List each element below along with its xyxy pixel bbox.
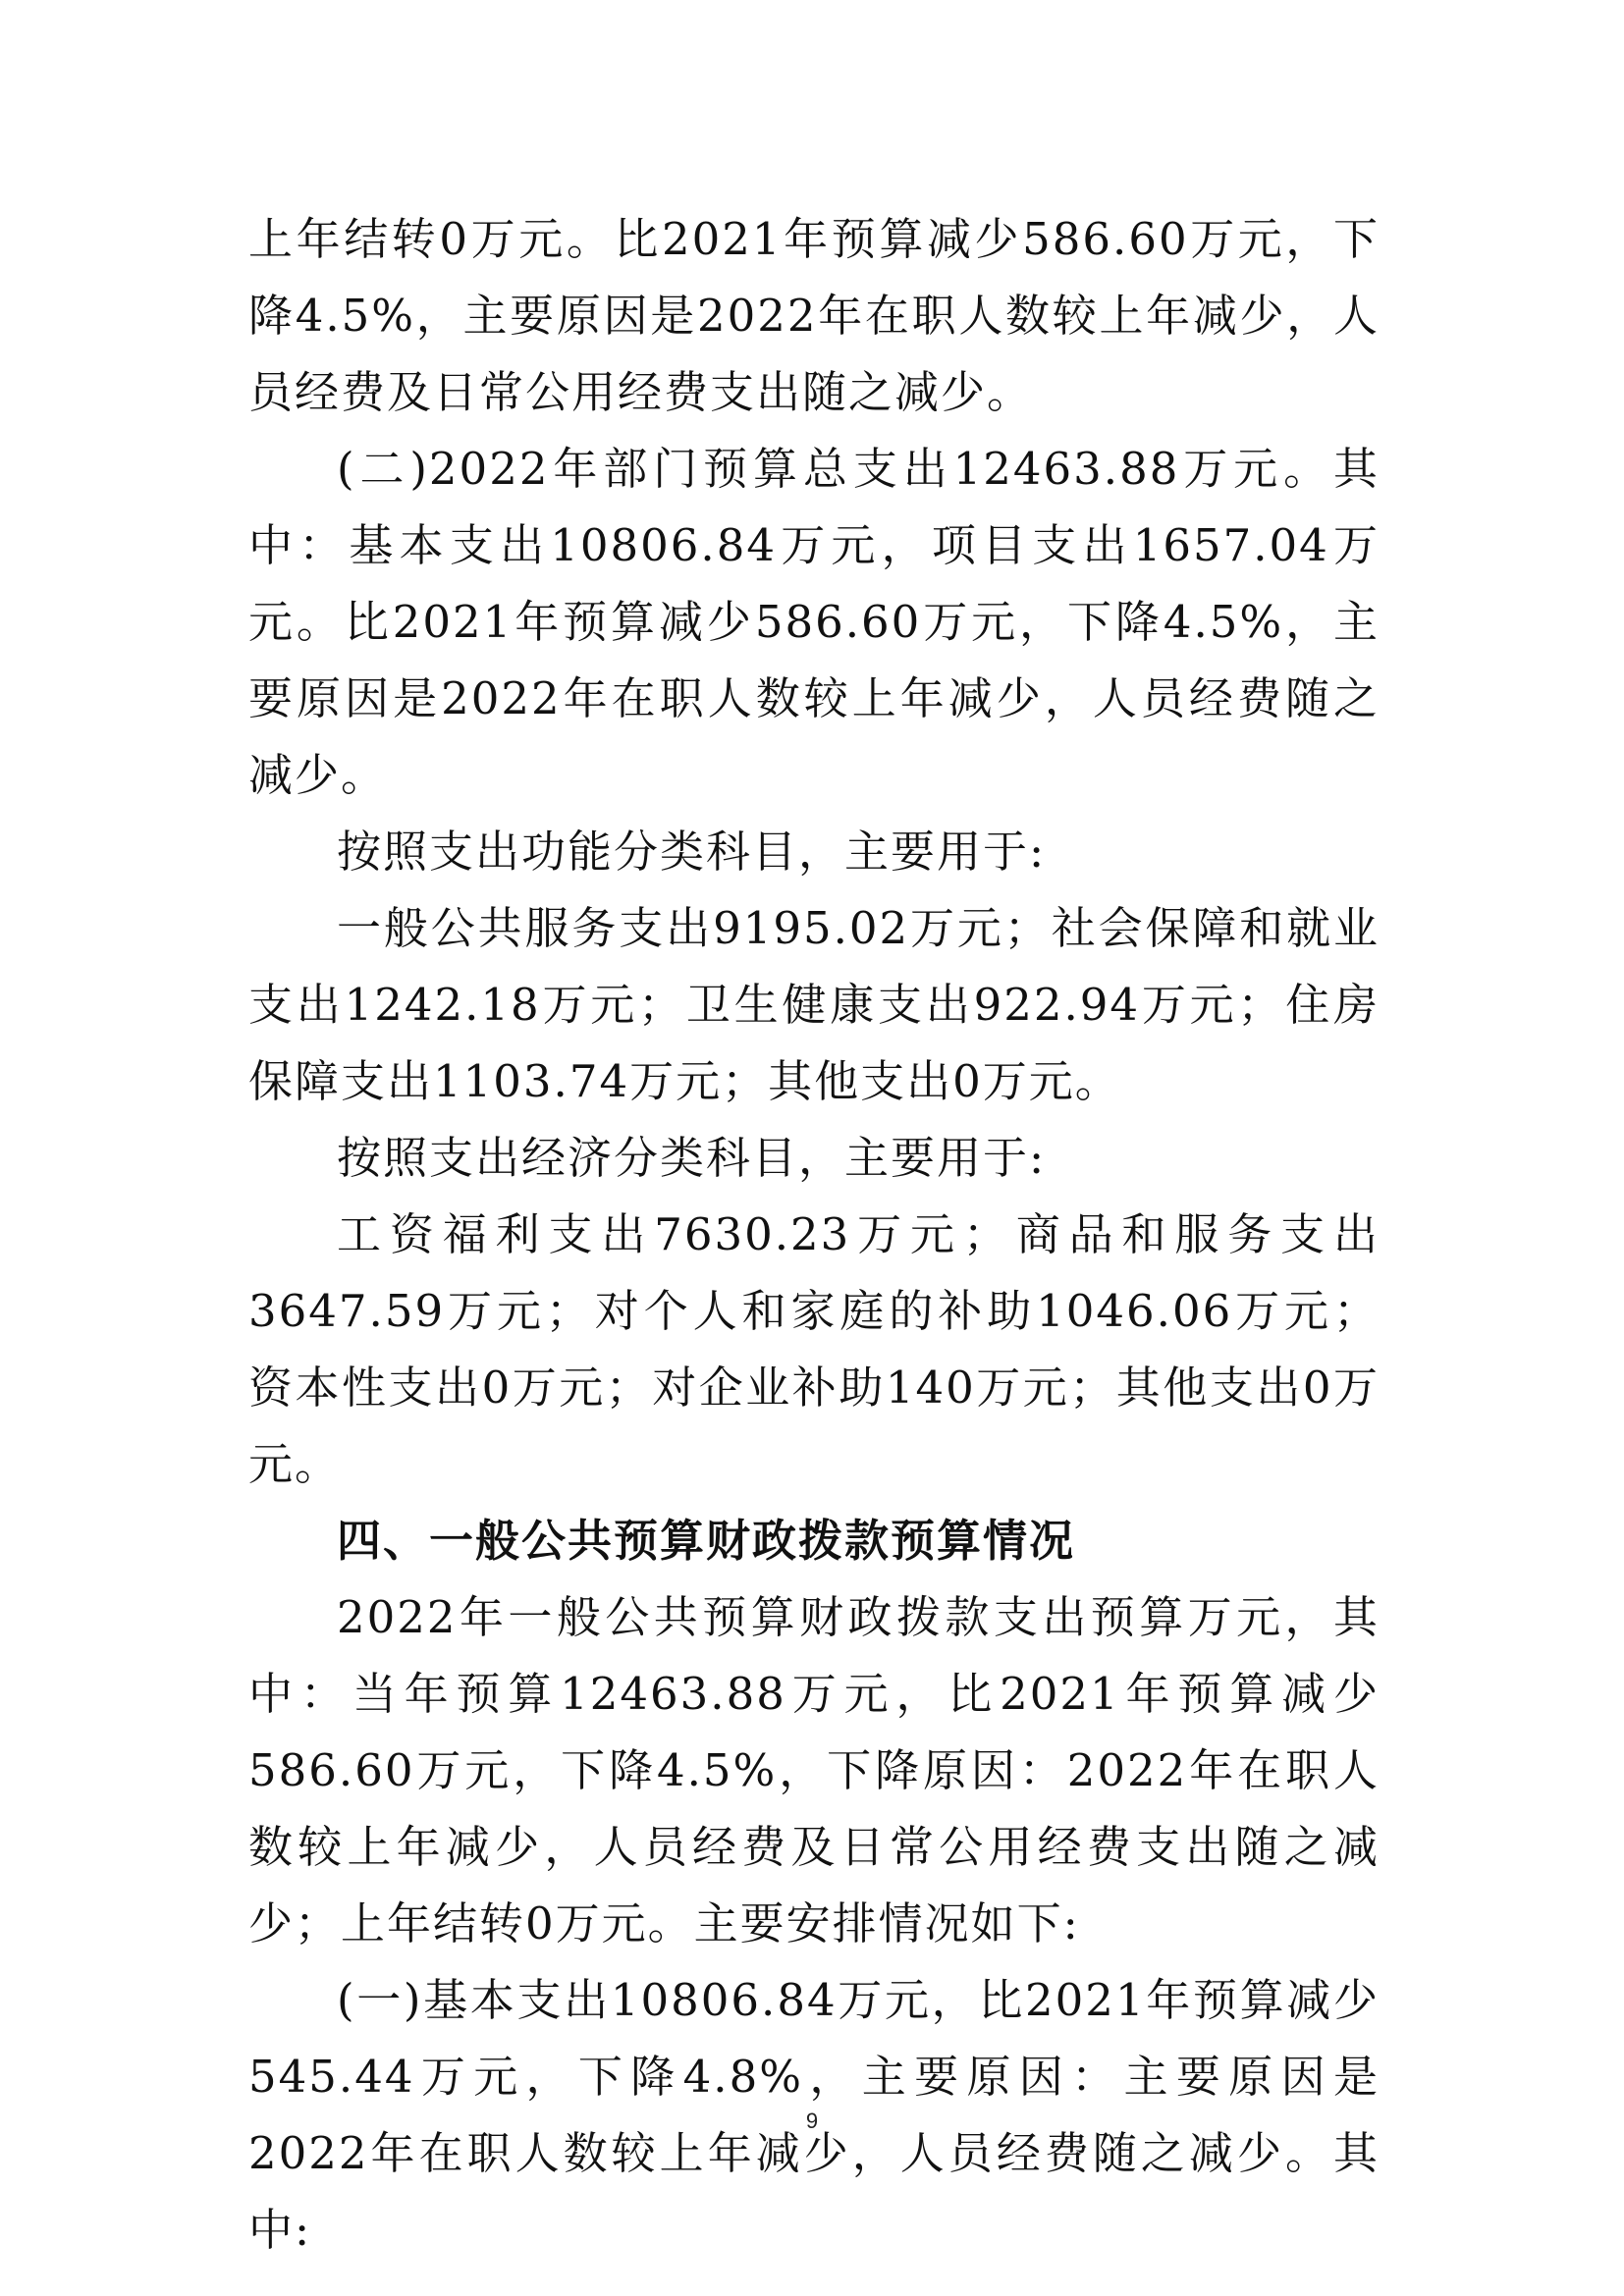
paragraph-carryover-summary: 上年结转0万元。比2021年预算减少586.60万元，下降4.5%，主要原因是2022年在职人数较上年减少，人员经费及日常公用经费支出随之减少。	[248, 213, 1380, 418]
paragraph-economic-classification-items: 工资福利支出7630.23万元；商品和服务支出3647.59万元；对个人和家庭的补助1046.06万元；资本性支出0万元；对企业补助140万元；其他支出0万元。	[248, 1208, 1380, 1490]
page-number: 9	[805, 2109, 819, 2133]
paragraph-basic-expenditure: (一)基本支出10806.84万元，比2021年预算减少545.44万元，下降4.8%，主要原因：主要原因是2022年在职人数较上年减少，人员经费随之减少。其中:	[248, 1974, 1380, 2256]
paragraph-functional-classification-intro: 按照支出功能分类科目，主要用于:	[337, 826, 1047, 878]
section-heading: 四、一般公共预算财政拨款预算情况	[337, 1515, 1076, 1567]
paragraph-functional-classification-items: 一般公共服务支出9195.02万元；社会保障和就业支出1242.18万元；卫生健康支出922.94万元；住房保障支出1103.74万元；其他支出0万元。	[248, 902, 1380, 1107]
paragraph-total-expenditure: (二)2022年部门预算总支出12463.88万元。其中：基本支出10806.84万元，项目支出1657.04万元。比2021年预算减少586.60万元，下降4.5%，主要原因是2022年在职人数较上年减少，人员经费随之减少。	[248, 443, 1380, 801]
paragraph-economic-classification-intro: 按照支出经济分类科目，主要用于:	[337, 1132, 1047, 1184]
document-body	[248, 201, 1380, 2269]
paragraph-general-budget-allocation: 2022年一般公共预算财政拨款支出预算万元，其中：当年预算12463.88万元，比2021年预算减少586.60万元，下降4.5%，下降原因：2022年在职人数较上年减少，人员经费及日常公用经费支出随之减少；上年结转0万元。主要安排情况如下:	[248, 1591, 1380, 1949]
